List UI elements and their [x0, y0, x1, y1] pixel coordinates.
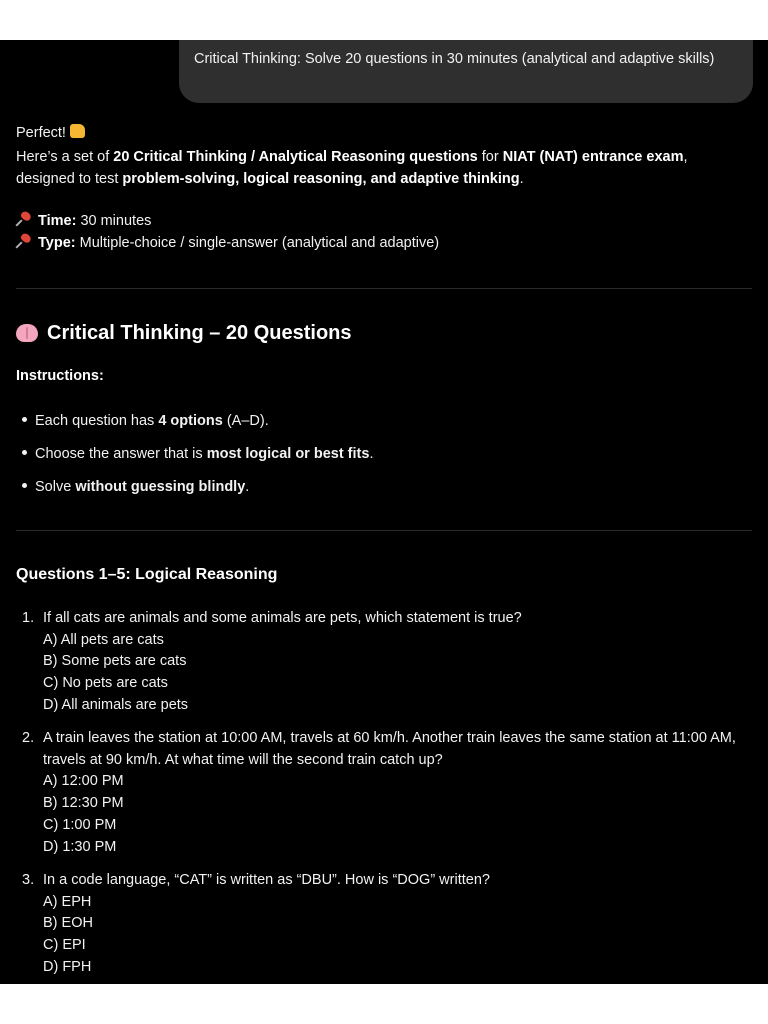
question-text: A train leaves the station at 10:00 AM, travels at 60 km/h. Another train leaves the same station at 11:00 AM, travels at 90 km/h. At what time will the second train catch up?: [43, 730, 736, 768]
section-title-text: Critical Thinking – 20 Questions: [47, 322, 352, 344]
intro-bold-questions: 20 Critical Thinking / Analytical Reasoning questions: [113, 149, 478, 165]
option-c: C) 1:00 PM: [43, 816, 117, 833]
intro-bold-skills: problem-solving, logical reasoning, and adaptive thinking: [122, 171, 520, 187]
question-text: If all cats are animals and some animals are pets, which statement is true?: [43, 610, 522, 626]
instruction-bullet: [22, 477, 249, 497]
instruction-bullet: [22, 411, 269, 431]
bullet-text: (A–D).: [222, 413, 269, 429]
subsection-title: Questions 1–5: Logical Reasoning: [16, 566, 278, 583]
bullet-text: .: [245, 479, 250, 495]
pushpin-icon: [16, 212, 34, 226]
pushpin-icon: [16, 234, 34, 248]
option-b: B) EOH: [43, 915, 93, 932]
type-value: Multiple-choice / single-answer (analytical and adaptive): [75, 235, 440, 251]
question-number: 2.: [22, 730, 35, 746]
bullet-text: Choose the answer that is: [35, 446, 207, 462]
time-value: 30 minutes: [76, 213, 152, 229]
intro-text: for: [477, 149, 503, 165]
question-number: 1.: [22, 610, 35, 626]
bullet-dot: [22, 450, 27, 455]
chat-screen: [0, 40, 768, 984]
option-c: C) EPI: [43, 937, 86, 954]
instructions-label: Instructions:: [16, 368, 104, 384]
question-item: [22, 728, 742, 858]
divider: [16, 288, 752, 289]
bullet-bold: 4 options: [158, 413, 223, 429]
user-message-text: Critical Thinking: Solve 20 questions in 30 minutes (analytical and adaptive skills): [194, 51, 715, 67]
question-number: 3.: [22, 872, 35, 888]
intro-text: .: [519, 171, 524, 187]
question-item: [22, 608, 742, 717]
option-b: B) Some pets are cats: [43, 653, 187, 670]
intro-text: Here’s a set of: [16, 149, 114, 165]
user-message-bubble: [179, 40, 753, 103]
bullet-text: Each question has: [35, 413, 159, 429]
option-c: C) No pets are cats: [43, 675, 168, 692]
time-line: [16, 210, 752, 232]
bullet-dot: [22, 417, 27, 422]
greeting-text: Perfect!: [16, 125, 66, 141]
bullet-bold: without guessing blindly: [75, 479, 246, 495]
option-d: D) All animals are pets: [43, 696, 189, 713]
bullet-bold: most logical or best fits: [206, 446, 370, 462]
bullet-text: Solve: [35, 479, 76, 495]
greeting-line: [16, 122, 752, 144]
option-b: B) 12:30 PM: [43, 795, 124, 812]
bullet-text: .: [369, 446, 374, 462]
intro-text: designed to test: [16, 171, 123, 187]
intro-bold-exam: NIAT (NAT) entrance exam: [502, 149, 684, 165]
option-a: A) EPH: [43, 893, 92, 910]
bullet-dot: [22, 483, 27, 488]
type-line: [16, 232, 752, 254]
option-d: D) 1:30 PM: [43, 838, 117, 855]
intro-paragraph: [16, 146, 752, 190]
divider: [16, 530, 752, 531]
time-label: Time:: [38, 213, 77, 229]
option-d: D) FPH: [43, 958, 92, 975]
option-a: A) 12:00 PM: [43, 773, 124, 790]
intro-text: ,: [683, 149, 688, 165]
option-a: A) All pets are cats: [43, 631, 164, 648]
type-label: Type:: [38, 235, 76, 251]
section-title: [16, 321, 352, 345]
thumbs-up-icon: [70, 124, 85, 138]
question-item: [22, 870, 742, 979]
brain-icon: [16, 324, 38, 342]
question-text: In a code language, “CAT” is written as “DBU”. How is “DOG” written?: [43, 872, 490, 888]
instruction-bullet: [22, 444, 373, 464]
